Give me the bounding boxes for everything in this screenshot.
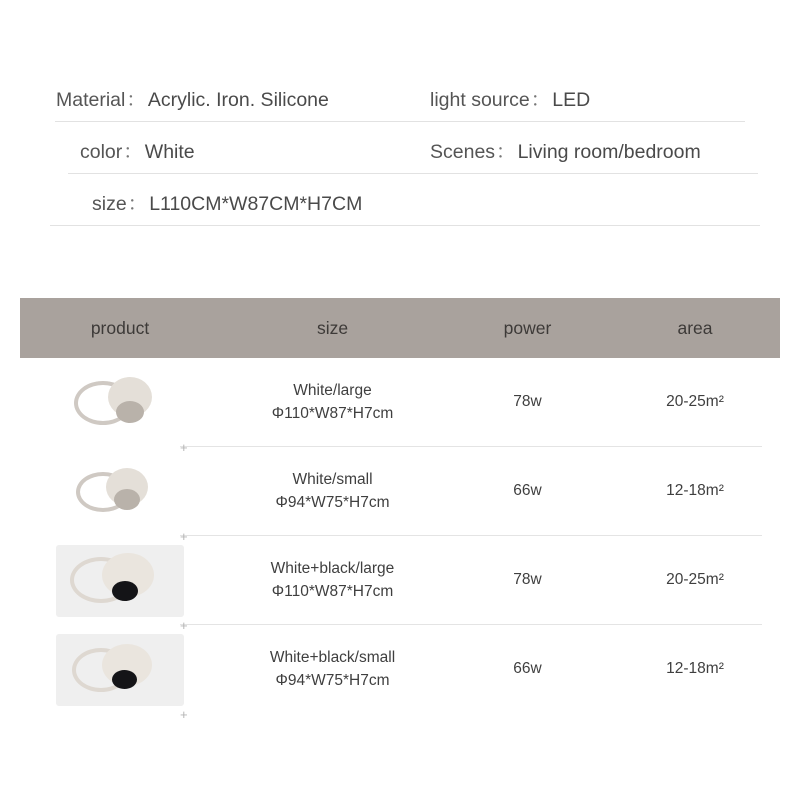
lamp-accent-disc-shape bbox=[112, 670, 137, 689]
table-header-row bbox=[20, 298, 780, 358]
row-marker: + bbox=[180, 529, 188, 544]
lamp-accent-disc-shape bbox=[112, 581, 138, 601]
variant-size-cell bbox=[220, 469, 445, 514]
column-header-area: area bbox=[677, 317, 713, 338]
spec-material bbox=[56, 84, 329, 112]
spec-row-material bbox=[0, 70, 800, 122]
spec-divider bbox=[50, 225, 760, 226]
variant-dimension: Φ110*W87*H7cm bbox=[271, 582, 394, 600]
table-row[interactable] bbox=[20, 625, 780, 722]
specification-list bbox=[0, 70, 800, 226]
product-thumbnail-cell[interactable] bbox=[20, 447, 220, 536]
spec-size bbox=[92, 188, 362, 216]
variant-area-cell: 12-18m² bbox=[666, 660, 724, 678]
variant-name: White/large bbox=[293, 382, 372, 400]
variant-area-cell: 12-18m² bbox=[666, 482, 724, 500]
spec-material-value: Acrylic. Iron. Silicone bbox=[147, 89, 329, 111]
variant-size-cell bbox=[220, 380, 445, 425]
spec-scenes bbox=[430, 136, 701, 164]
product-variant-table bbox=[20, 298, 780, 722]
product-thumbnail-cell[interactable] bbox=[20, 536, 220, 625]
table-row[interactable] bbox=[20, 536, 780, 633]
column-header-product: product bbox=[90, 317, 150, 338]
row-marker: + bbox=[180, 440, 188, 455]
variant-dimension: Φ94*W75*H7cm bbox=[275, 493, 390, 511]
ceiling-lamp-white-large-icon bbox=[56, 367, 184, 439]
variant-name: White/small bbox=[292, 471, 373, 489]
spec-light-source-label: light source bbox=[430, 89, 530, 111]
lamp-accent-disc-shape bbox=[116, 401, 144, 423]
spec-row-size bbox=[0, 174, 800, 226]
top-margin bbox=[0, 0, 800, 14]
variant-area-cell: 20-25m² bbox=[666, 571, 724, 589]
variant-dimension: Φ94*W75*H7cm bbox=[275, 671, 390, 689]
spec-size-colon: ： bbox=[127, 193, 148, 215]
column-header-power: power bbox=[503, 317, 552, 338]
ceiling-lamp-white-black-large-icon bbox=[56, 545, 184, 617]
table-row[interactable] bbox=[20, 447, 780, 544]
spec-scenes-label: Scenes bbox=[430, 141, 496, 163]
table-row[interactable] bbox=[20, 358, 780, 455]
row-marker: + bbox=[180, 707, 188, 722]
spec-scenes-colon: ： bbox=[496, 141, 516, 163]
spec-light-source bbox=[430, 84, 590, 112]
product-thumbnail-cell[interactable] bbox=[20, 358, 220, 447]
spec-material-colon: ： bbox=[126, 89, 146, 111]
product-thumbnail-cell[interactable] bbox=[20, 625, 220, 714]
variant-size-cell bbox=[220, 647, 445, 692]
spec-color bbox=[80, 136, 195, 164]
variant-size-cell bbox=[220, 558, 445, 603]
row-marker: + bbox=[180, 618, 188, 633]
variant-power-cell: 78w bbox=[513, 393, 542, 411]
ceiling-lamp-white-black-small-icon bbox=[56, 634, 184, 706]
spec-size-value: L110CM*W87CM*H7CM bbox=[149, 193, 363, 215]
variant-name: White+black/large bbox=[270, 560, 395, 578]
spec-color-value: White bbox=[144, 141, 195, 163]
variant-area-cell: 20-25m² bbox=[666, 393, 724, 411]
spec-material-label: Material bbox=[56, 89, 126, 111]
ceiling-lamp-white-small-icon bbox=[56, 456, 184, 528]
spec-row-color bbox=[0, 122, 800, 174]
spec-scenes-value: Living room/bedroom bbox=[517, 141, 701, 163]
column-header-size: size bbox=[316, 317, 349, 338]
spec-size-label: size bbox=[92, 193, 127, 215]
variant-power-cell: 66w bbox=[513, 482, 542, 500]
spec-light-source-value: LED bbox=[552, 89, 591, 111]
variant-power-cell: 66w bbox=[513, 660, 542, 678]
variant-name: White+black/small bbox=[269, 649, 396, 667]
lamp-accent-disc-shape bbox=[114, 489, 140, 510]
variant-power-cell: 78w bbox=[513, 571, 542, 589]
spec-light-source-colon: ： bbox=[530, 89, 551, 111]
spec-color-colon: ： bbox=[123, 141, 143, 163]
spec-color-label: color bbox=[80, 141, 123, 163]
variant-dimension: Φ110*W87*H7cm bbox=[271, 404, 394, 422]
